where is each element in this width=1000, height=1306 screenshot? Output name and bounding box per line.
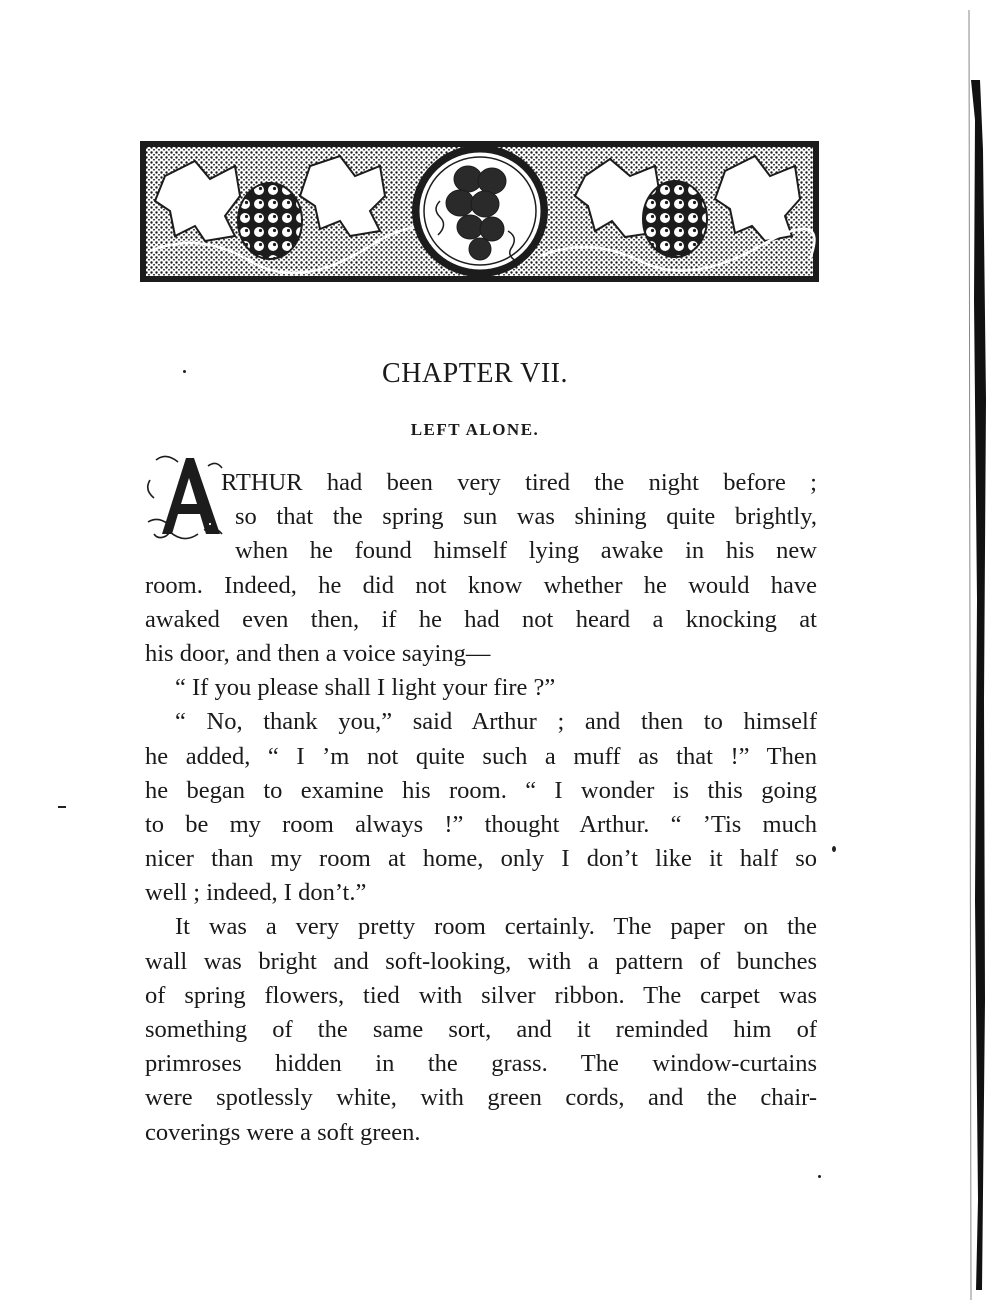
chapter-title: CHAPTER VII. [382, 358, 568, 389]
text-line: It was a very pretty room certainly. The paper on the [175, 913, 817, 941]
text-line: were spotlessly white, with green cords, and the chair- [145, 1084, 817, 1112]
text-line: primroses hidden in the grass. The window-curtains [145, 1050, 817, 1078]
grapevine-headpiece-ornament [140, 141, 819, 282]
text-line: “ No, thank you,” said Arthur ; and then to himself [175, 708, 817, 736]
chapter-body-text [145, 466, 817, 1150]
text-line: room. Indeed, he did not know whether he would have [145, 571, 817, 599]
text-line: he added, “ I ’m not quite such a muff as that !” Then [145, 742, 817, 770]
text-line: when he found himself lying awake in his new [235, 537, 817, 565]
scan-speck [818, 1175, 821, 1178]
chapter-subtitle: LEFT ALONE. [410, 420, 540, 439]
book-binding-edge [955, 0, 1000, 1306]
text-line: so that the spring sun was shining quite brightly, [235, 503, 817, 531]
text-line: awaked even then, if he had not heard a knocking at [145, 605, 817, 633]
scan-speck [183, 370, 186, 373]
text-line: RTHUR had been very tired the night before ; [221, 469, 817, 496]
text-line: he began to examine his room. “ I wonder is this going [145, 776, 817, 804]
text-line: nicer than my room at home, only I don’t like it half so [145, 845, 817, 873]
scan-speck [832, 846, 836, 852]
scan-speck [58, 806, 66, 808]
text-line: something of the same sort, and it reminded him of [145, 1016, 817, 1043]
text-line: coverings were a soft green. [145, 1118, 421, 1146]
text-line: to be my room always !” thought Arthur. “ ’Tis much [145, 810, 817, 838]
text-line: his door, and then a voice saying— [145, 639, 491, 667]
text-line: “ If you please shall I light your fire ?” [175, 674, 556, 702]
text-line: wall was bright and soft-looking, with a pattern of bunches [145, 947, 817, 975]
text-line: well ; indeed, I don’t.” [145, 879, 367, 907]
text-line: of spring flowers, tied with silver ribbon. The carpet was [145, 981, 817, 1009]
